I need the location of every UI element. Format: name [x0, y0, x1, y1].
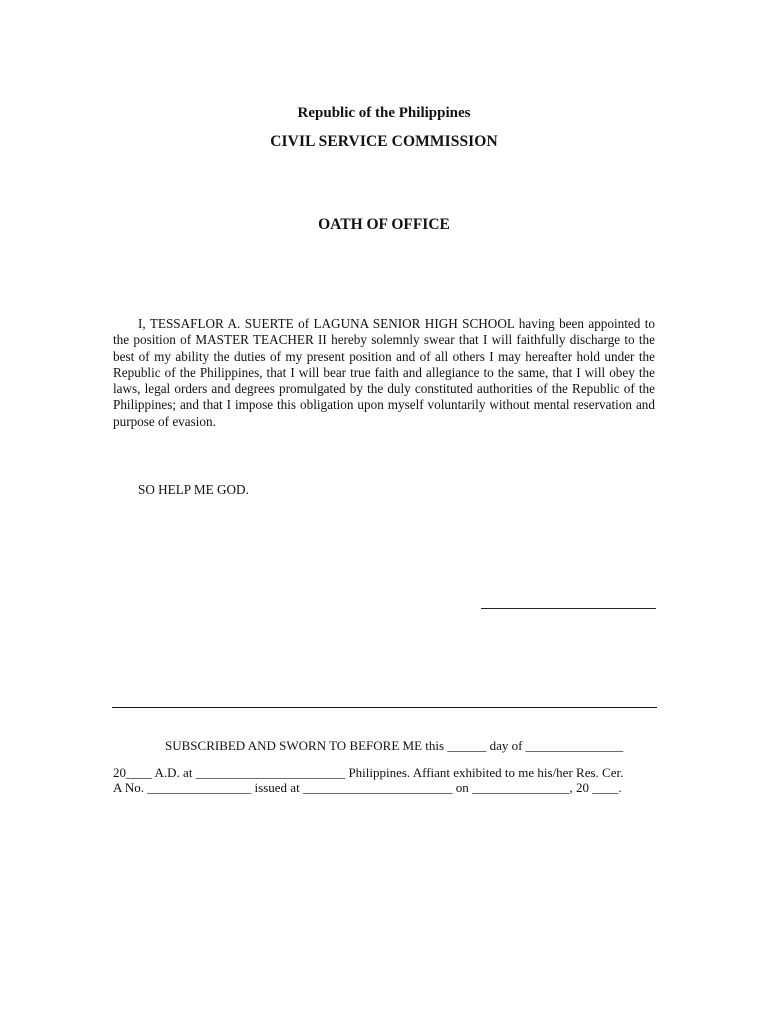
- republic-heading: Republic of the Philippines: [297, 105, 471, 121]
- jurat-line-3: A No. ________________ issued at _______________________ on _______________, 20 ____.: [113, 780, 622, 795]
- document-title: OATH OF OFFICE: [318, 216, 450, 233]
- oath-paragraph: I, TESSAFLOR A. SUERTE of LAGUNA SENIOR HIGH SCHOOL having been appointed to the position of MASTER TEACHER II hereby solemnly swear that I will faithfully discharge to the best of my ability the duties of my present position and of all others I may hereafter hold under the Republic of the Philippines, that I will bear true faith and allegiance to the same, that I will obey the laws, legal orders and degrees promulgated by the duly constituted authorities of the Republic of the Philippines; and that I impose this obligation upon myself voluntarily without mental reservation and purpose of evasion.: [113, 316, 655, 429]
- jurat-line-2: 20____ A.D. at _______________________ Philippines. Affiant exhibited to me his/her Res. Cer.: [113, 765, 624, 780]
- jurat-line-1: SUBSCRIBED AND SWORN TO BEFORE ME this ______ day of _______________: [165, 738, 624, 753]
- section-divider: [112, 707, 657, 708]
- commission-heading: CIVIL SERVICE COMMISSION: [270, 133, 498, 150]
- signature-line: [481, 608, 656, 609]
- closing-line: SO HELP ME GOD.: [138, 482, 249, 497]
